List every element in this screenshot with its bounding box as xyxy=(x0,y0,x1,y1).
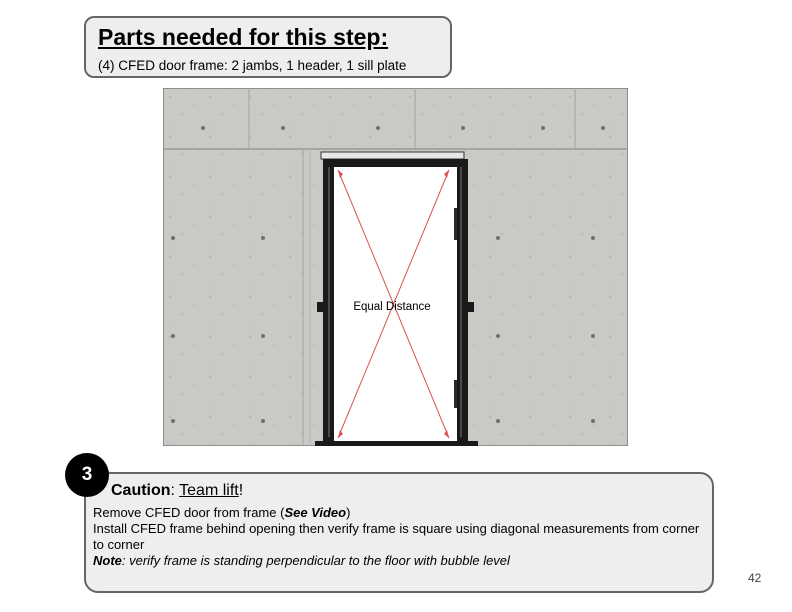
instructions xyxy=(93,505,705,569)
instruction-install-frame: Install CFED frame behind opening then verify frame is square using diagonal measurements from corner to corner xyxy=(93,521,700,552)
caution-label: Caution xyxy=(111,482,171,499)
team-lift-text: Team lift xyxy=(179,482,239,499)
parts-needed-box xyxy=(84,16,452,78)
parts-title: Parts needed for this step: xyxy=(98,24,389,50)
note-text: : verify frame is standing perpendicular to the floor with bubble level xyxy=(121,553,510,568)
instruction-remove-door-text: Remove CFED door from frame ( xyxy=(93,505,285,520)
caution-line xyxy=(111,482,243,500)
instruction-remove-door-close: ) xyxy=(346,505,351,520)
step-number-badge: 3 xyxy=(65,453,109,497)
parts-description: (4) CFED door frame: 2 jambs, 1 header, 1 sill plate xyxy=(98,58,407,73)
caution-exclamation: ! xyxy=(238,482,244,499)
instruction-note xyxy=(93,553,705,569)
caution-box xyxy=(84,472,714,593)
equal-distance-label: Equal Distance xyxy=(353,301,431,313)
caution-separator: : xyxy=(170,482,180,499)
note-label: Note xyxy=(93,553,122,568)
page-number: 42 xyxy=(748,571,762,585)
door-frame-illustration xyxy=(163,88,628,446)
see-video-link[interactable]: See Video xyxy=(284,505,347,520)
instruction-remove-door xyxy=(93,505,705,521)
